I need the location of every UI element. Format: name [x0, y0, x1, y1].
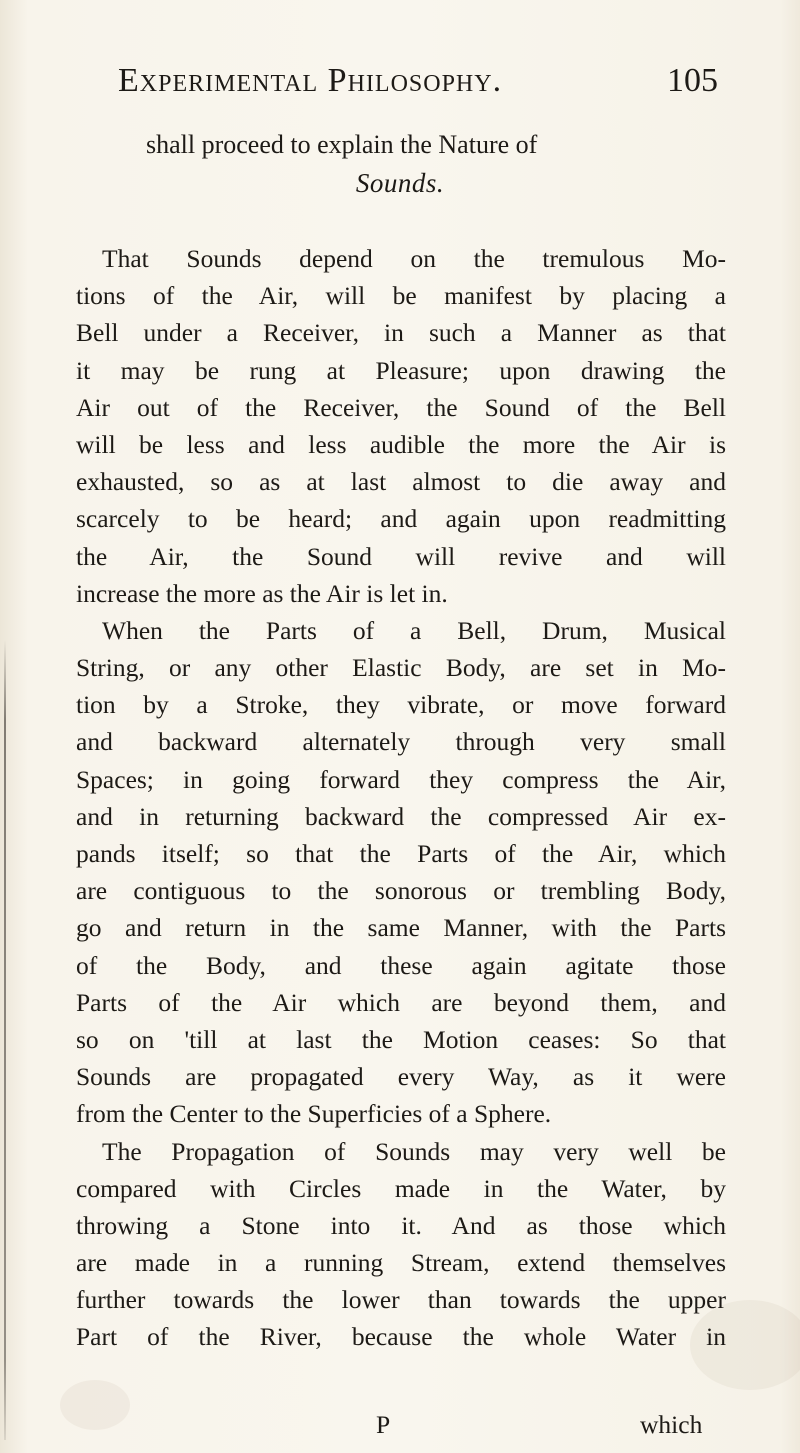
text-line: and in returning backward the compressed Air ex-	[76, 801, 726, 831]
section-heading: Sounds.	[355, 168, 445, 198]
text-line: the Air, the Sound will revive and will	[76, 541, 726, 571]
text-line: When the Parts of a Bell, Drum, Musical	[102, 615, 726, 645]
text-line: tion by a Stroke, they vibrate, or move forward	[76, 690, 726, 720]
text-line: String, or any other Elastic Body, are set in Mo-	[76, 653, 726, 683]
text-line: from the Center to the Superficies of a Sphere.	[76, 1099, 552, 1129]
catchword: which	[640, 1410, 703, 1439]
page-header	[118, 62, 718, 110]
page-number: 105	[667, 62, 718, 99]
text-line: so on 'till at last the Motion ceases: So that	[76, 1024, 726, 1054]
text-line: and backward alternately through very small	[76, 727, 726, 757]
text-line: it may be rung at Pleasure; upon drawing the	[76, 355, 726, 385]
text-line: tions of the Air, will be manifest by placing a	[76, 281, 726, 311]
text-line: Part of the River, because the whole Water in	[76, 1322, 726, 1352]
text-line: go and return in the same Manner, with the Parts	[76, 913, 726, 943]
gutter-shadow	[4, 640, 6, 1440]
text-line: will be less and less audible the more the Air is	[76, 429, 726, 459]
text-line: of the Body, and these again agitate those	[76, 950, 726, 980]
text-line: are made in a running Stream, extend themselves	[76, 1248, 726, 1278]
text-line: increase the more as the Air is let in.	[76, 578, 448, 608]
text-line: exhausted, so as at last almost to die away and	[76, 467, 726, 497]
page-footer	[0, 1410, 800, 1446]
text-line: scarcely to be heard; and again upon readmitting	[76, 504, 726, 534]
text-line: Parts of the Air which are beyond them, and	[76, 987, 726, 1017]
intro-line: shall proceed to explain the Nature of	[146, 130, 538, 159]
body-text	[76, 240, 726, 1356]
text-line: throwing a Stone into it. And as those which	[76, 1210, 726, 1240]
text-line: pands itself; so that the Parts of the Air, which	[76, 839, 726, 868]
text-line: compared with Circles made in the Water, by	[76, 1173, 726, 1203]
text-line: are contiguous to the sonorous or trembling Body,	[76, 876, 726, 906]
text-line: further towards the lower than towards the upper	[76, 1285, 726, 1315]
text-line: Bell under a Receiver, in such a Manner as that	[76, 318, 726, 348]
signature-mark: P	[376, 1410, 391, 1439]
text-line: The Propagation of Sounds may very well be	[102, 1136, 726, 1166]
text-line: Sounds are propagated every Way, as it were	[76, 1062, 726, 1092]
text-line: Air out of the Receiver, the Sound of the Bell	[76, 392, 726, 422]
text-line: That Sounds depend on the tremulous Mo-	[102, 244, 726, 273]
text-line: Spaces; in going forward they compress the Air,	[76, 764, 726, 794]
running-head: Experimental Philosophy.	[118, 62, 503, 99]
